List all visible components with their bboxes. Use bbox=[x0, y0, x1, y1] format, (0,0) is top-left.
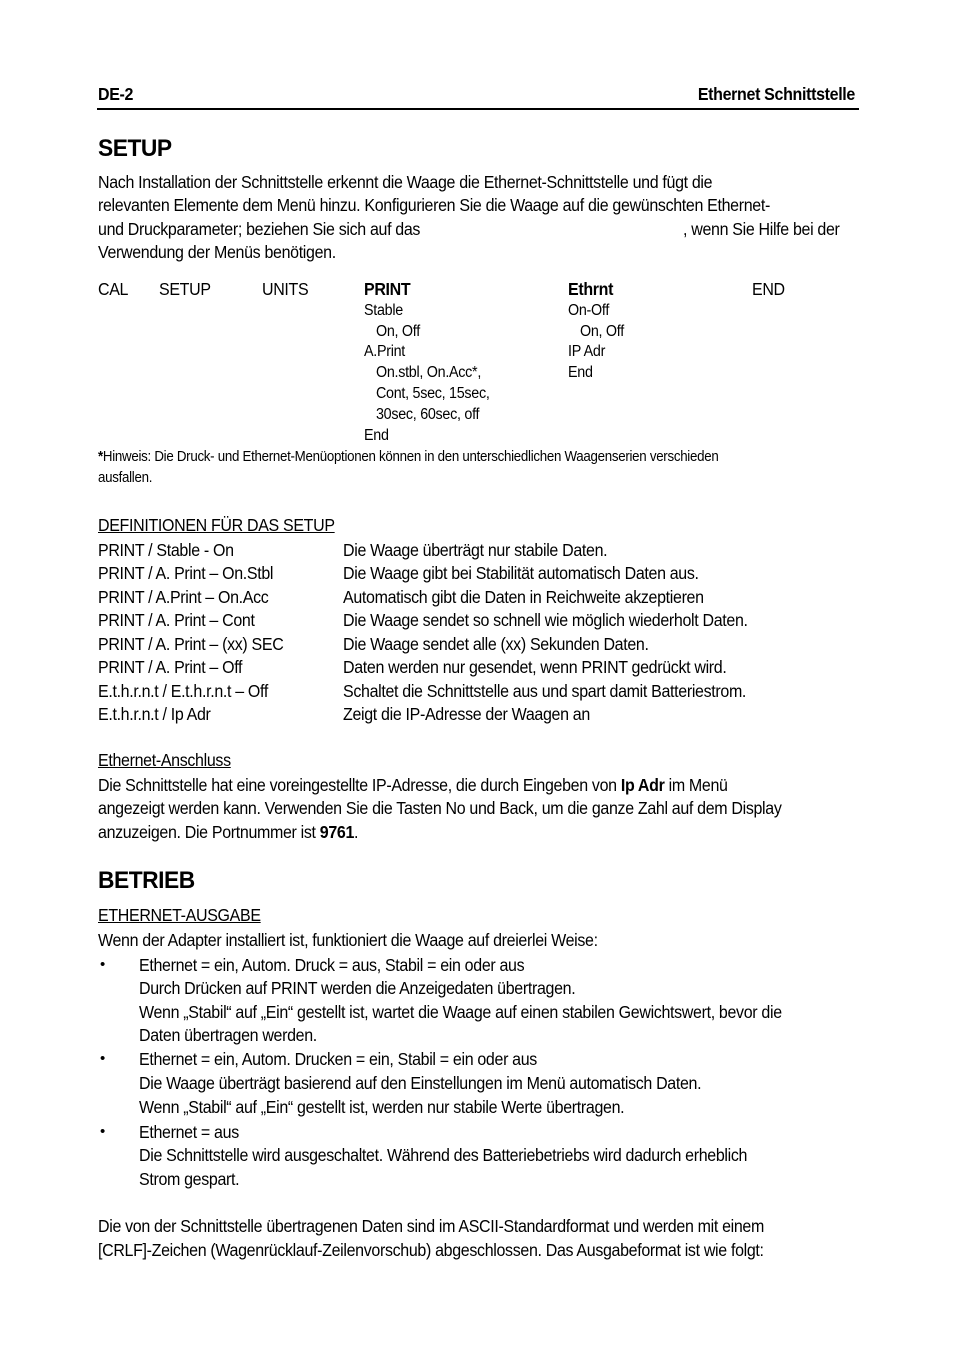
bullet-1-line: Wenn „Stabil“ auf „Ein“ gestellt ist, wartet die Waage auf einen stabilen Gewichtswert, bevor die bbox=[139, 1002, 782, 1022]
definition-desc: Die Waage überträgt nur stabile Daten. bbox=[343, 540, 608, 560]
definition-term: PRINT / Stable - On bbox=[98, 540, 234, 560]
definition-term: PRINT / A. Print – On.Stbl bbox=[98, 563, 274, 583]
bullet-marker: • bbox=[100, 956, 106, 973]
definition-desc: Die Waage gibt bei Stabilität automatisch Daten aus. bbox=[343, 563, 699, 583]
print-item: On, Off bbox=[376, 323, 420, 340]
menu-print: PRINT bbox=[364, 279, 411, 299]
definition-desc: Automatisch gibt die Daten in Reichweite akzeptieren bbox=[343, 587, 704, 607]
definition-desc: Die Waage sendet so schnell wie möglich wiederholt Daten. bbox=[343, 610, 748, 630]
header-rule bbox=[97, 108, 859, 110]
bullet-2-line: Ethernet = ein, Autom. Drucken = ein, Stabil = ein oder aus bbox=[139, 1049, 537, 1069]
print-item: Cont, 5sec, 15sec, bbox=[376, 385, 490, 402]
menu-units: UNITS bbox=[262, 279, 309, 299]
bullet-3-line: Strom gespart. bbox=[139, 1169, 240, 1189]
running-title: Ethernet Schnittstelle bbox=[697, 84, 855, 104]
bullet-1-line: Ethernet = ein, Autom. Druck = aus, Stabil = ein oder aus bbox=[139, 955, 525, 975]
menu-setup: SETUP bbox=[159, 279, 211, 299]
bullet-3-line: Ethernet = aus bbox=[139, 1122, 239, 1142]
bullet-1-line: Daten übertragen werden. bbox=[139, 1025, 317, 1045]
operation-outro-line-2: [CRLF]-Zeichen (Wagenrücklauf-Zeilenvorschub) abgeschlossen. Das Ausgabeformat ist wie folgt: bbox=[98, 1240, 764, 1260]
ethrnt-item: On, Off bbox=[580, 323, 624, 340]
definition-desc: Daten werden nur gesendet, wenn PRINT gedrückt wird. bbox=[343, 657, 727, 677]
menu-end: END bbox=[752, 279, 785, 299]
print-item: Stable bbox=[364, 302, 403, 319]
menu-ethrnt: Ethrnt bbox=[568, 279, 614, 299]
definition-term: E.t.h.r.n.t / E.t.h.r.n.t – Off bbox=[98, 681, 268, 701]
menu-note-line-2: ausfallen. bbox=[98, 470, 153, 486]
setup-intro-line-3: und Druckparameter; beziehen Sie sich auf das bbox=[98, 219, 421, 239]
operation-heading: BETRIEB bbox=[98, 867, 195, 894]
definition-desc: Zeigt die IP-Adresse der Waagen an bbox=[343, 704, 590, 724]
page-number: DE-2 bbox=[98, 84, 134, 104]
definitions-heading: DEFINITIONEN FÜR DAS SETUP bbox=[98, 515, 335, 535]
bullet-1-line: Durch Drücken auf PRINT werden die Anzeigedaten übertragen. bbox=[139, 978, 576, 998]
definition-term: PRINT / A. Print – Off bbox=[98, 657, 243, 677]
bullet-3-line: Die Schnittstelle wird ausgeschaltet. Während des Batteriebetriebs wird dadurch erheblich bbox=[139, 1145, 748, 1165]
definition-term: PRINT / A. Print – Cont bbox=[98, 610, 255, 630]
print-item: End bbox=[364, 427, 389, 444]
definition-term: PRINT / A. Print – (xx) SEC bbox=[98, 634, 284, 654]
setup-intro-line-2: relevanten Elemente dem Menü hinzu. Konfigurieren Sie die Waage auf die gewünschten Ethernet- bbox=[98, 195, 770, 215]
connection-line-3: anzuzeigen. Die Portnummer ist 9761. bbox=[98, 822, 359, 842]
connection-line-2: angezeigt werden kann. Verwenden Sie die Tasten No und Back, um die ganze Zahl auf dem Display bbox=[98, 798, 782, 818]
menu-cal: CAL bbox=[98, 279, 129, 299]
bullet-marker: • bbox=[100, 1123, 106, 1140]
definition-desc: Schaltet die Schnittstelle aus und spart damit Batteriestrom. bbox=[343, 681, 747, 701]
bullet-2-line: Wenn „Stabil“ auf „Ein“ gestellt ist, werden nur stabile Werte übertragen. bbox=[139, 1097, 625, 1117]
bullet-2-line: Die Waage überträgt basierend auf den Einstellungen im Menü automatisch Daten. bbox=[139, 1073, 702, 1093]
print-item: A.Print bbox=[364, 343, 406, 360]
operation-subheading: ETHERNET-AUSGABE bbox=[98, 905, 261, 925]
setup-intro-line-3-end: , wenn Sie Hilfe bei der bbox=[683, 219, 840, 239]
operation-intro: Wenn der Adapter installiert ist, funktioniert die Waage auf dreierlei Weise: bbox=[98, 930, 598, 950]
definition-term: PRINT / A.Print – On.Acc bbox=[98, 587, 269, 607]
print-item: On.stbl, On.Acc*, bbox=[376, 364, 482, 381]
setup-heading: SETUP bbox=[98, 135, 172, 162]
connection-heading: Ethernet-Anschluss bbox=[98, 750, 231, 770]
setup-intro-line-4: Verwendung der Menüs benötigen. bbox=[98, 242, 336, 262]
bullet-marker: • bbox=[100, 1050, 106, 1067]
ethrnt-item: End bbox=[568, 364, 593, 381]
print-item: 30sec, 60sec, off bbox=[376, 406, 480, 423]
setup-intro-line-1: Nach Installation der Schnittstelle erkennt die Waage die Ethernet-Schnittstelle und fügt die bbox=[98, 172, 713, 192]
connection-line-1: Die Schnittstelle hat eine voreingestellte IP-Adresse, die durch Eingeben von Ip Adr im Menü bbox=[98, 775, 728, 795]
ethrnt-item: On-Off bbox=[568, 302, 610, 319]
ethrnt-item: IP Adr bbox=[568, 343, 606, 360]
definition-term: E.t.h.r.n.t / Ip Adr bbox=[98, 704, 211, 724]
menu-note-line-1: *Hinweis: Die Druck- und Ethernet-Menüoptionen können in den unterschiedlichen Waagenserien verschieden bbox=[98, 449, 719, 465]
operation-outro-line-1: Die von der Schnittstelle übertragenen Daten sind im ASCII-Standardformat und werden mit einem bbox=[98, 1216, 764, 1236]
definition-desc: Die Waage sendet alle (xx) Sekunden Daten. bbox=[343, 634, 649, 654]
